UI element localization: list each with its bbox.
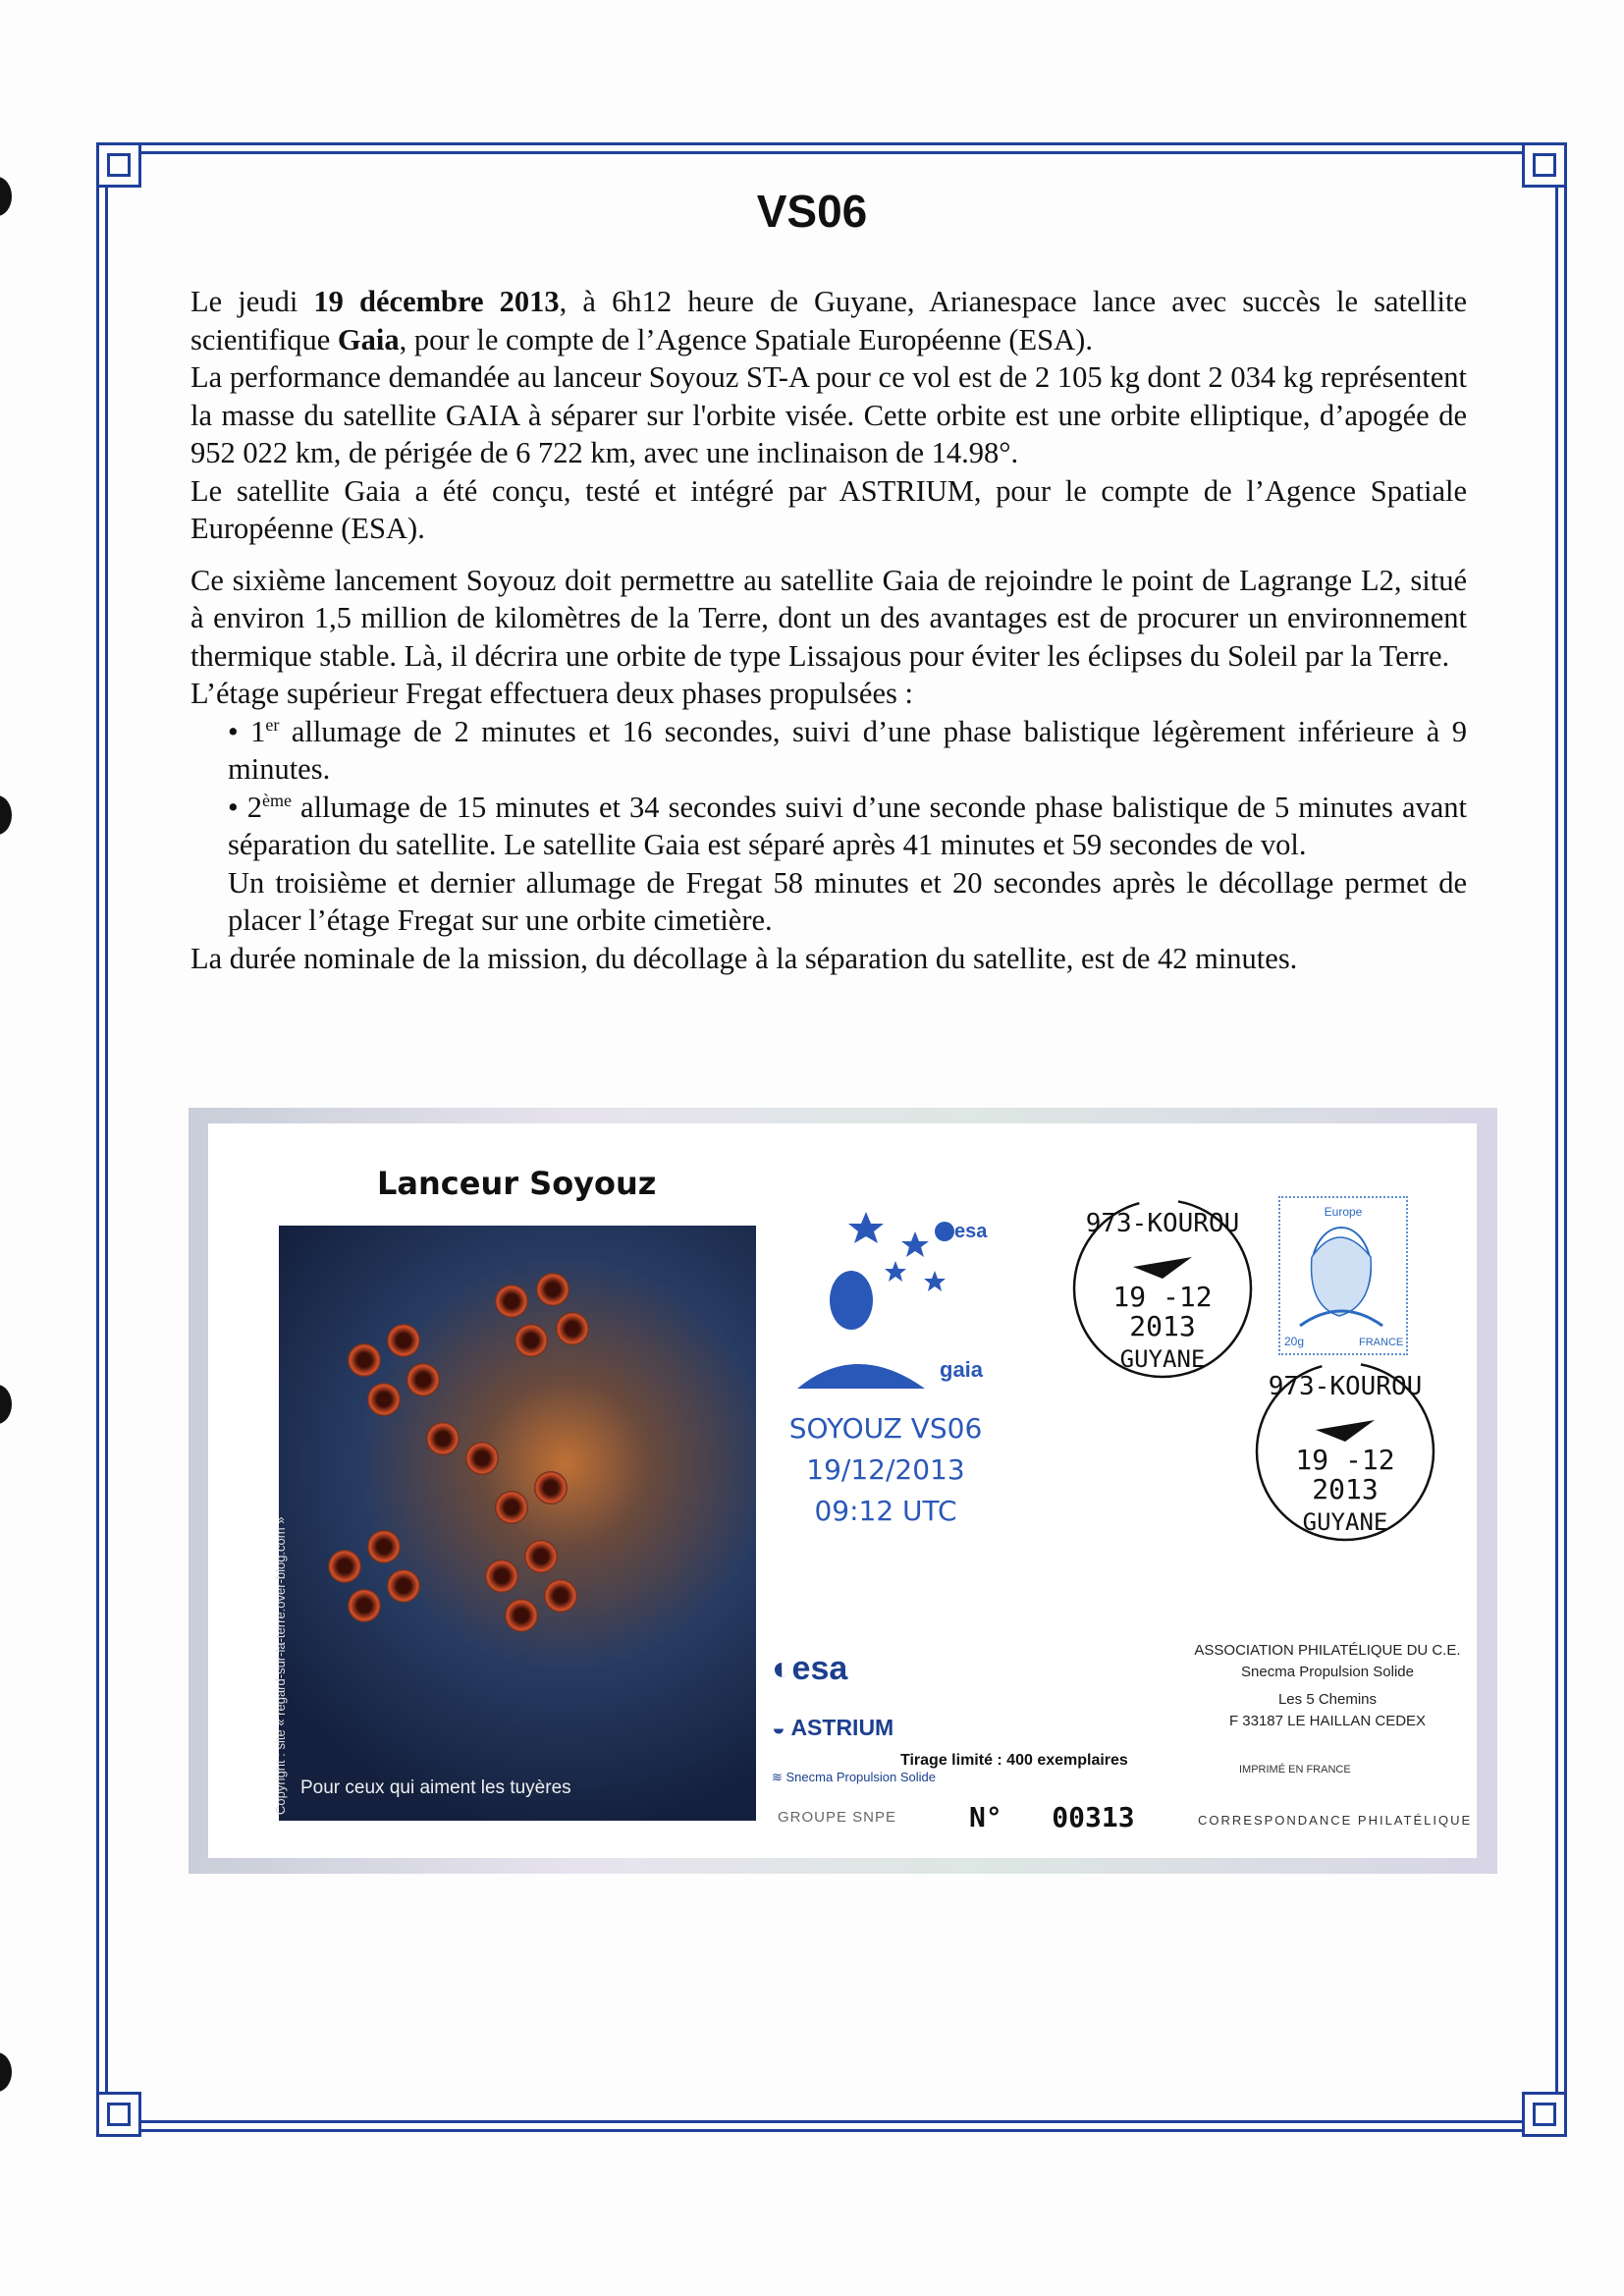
envelope <box>208 1123 1477 1858</box>
postmark <box>1237 1343 1453 1559</box>
svg-text:20g: 20g <box>1284 1335 1305 1348</box>
border-corner <box>96 142 141 188</box>
svg-text:973-KOUROU: 973-KOUROU <box>1268 1372 1423 1401</box>
svg-text:GUYANE: GUYANE <box>1302 1508 1388 1536</box>
paragraph: La performance demandée au lanceur Soyouz ST-A pour ce vol est de 2 105 kg dont 2 034 kg représentent la masse du satellite GAIA à séparer sur l'orbite visée. Cette orbite est une orbite elliptique, d’apogée de 952 022 km, de périgée de 6 722 km, avec une inclinaison de 14.98°. <box>190 360 1467 469</box>
border-corner <box>1522 142 1567 188</box>
photo-caption: Pour ceux qui aiment les tuyères <box>300 1777 571 1798</box>
bullet-item: • 1er allumage de 2 minutes et 16 secondes, suivi d’une phase balistique légèrement inférieure à 9 minutes. <box>228 714 1467 786</box>
svg-text:FRANCE: FRANCE <box>1359 1337 1404 1348</box>
binder-hole <box>0 1385 12 1424</box>
marianne-stamp <box>1278 1196 1408 1355</box>
launch-time: 09:12 UTC <box>814 1495 957 1527</box>
cachet-esa-text: esa <box>954 1221 988 1242</box>
binder-hole <box>0 2052 12 2092</box>
svg-text:19 -12: 19 -12 <box>1295 1444 1395 1476</box>
paragraph: Ce sixième lancement Soyouz doit permettre au satellite Gaia de rejoindre le point de Lagrange L2, situé à environ 1,5 million de kilomètres de la Terre, dont un des avantages est de procurer un environnement thermique stable. Là, il décrira une orbite de type Lissajous pour éviter les éclipses du Soleil par la Terre. <box>190 563 1467 673</box>
svg-text:2013: 2013 <box>1129 1310 1196 1342</box>
snecma-logo: ≋ Snecma Propulsion Solide <box>772 1770 936 1784</box>
gaia-cachet <box>797 1192 994 1398</box>
svg-text:GUYANE: GUYANE <box>1119 1345 1206 1373</box>
cover-heading: Lanceur Soyouz <box>377 1165 657 1202</box>
soyuz-photo <box>273 1226 756 1821</box>
bullet-item: • 2ème allumage de 15 minutes et 34 secondes suivi d’une seconde phase balistique de 5 minutes avant séparation du satellite. Le satellite Gaia est séparé après 41 minutes et 59 secondes de vol. <box>228 790 1467 861</box>
launch-vehicle: SOYOUZ VS06 <box>788 1412 983 1445</box>
binder-hole <box>0 795 12 835</box>
paragraph: Le jeudi 19 décembre 2013, à 6h12 heure de Guyane, Arianespace lance avec succès le satellite scientifique Gaia, pour le compte de l’Agence Spatiale Européenne (ESA). <box>190 285 1467 356</box>
border-corner <box>96 2092 141 2137</box>
page-title: VS06 <box>756 186 868 237</box>
mission-text <box>190 283 1467 977</box>
snpe-logo: GROUPE SNPE <box>778 1809 897 1826</box>
association-address: ASSOCIATION PHILATÉLIQUE DU C.E. Snecma Propulsion Solide Les 5 Chemins F 33187 LE HAILLAN CEDEX <box>1194 1642 1461 1729</box>
launch-info <box>763 1408 1008 1532</box>
correspondance-label: CORRESPONDANCE PHILATÉLIQUE <box>1198 1813 1473 1828</box>
paragraph: Le satellite Gaia a été conçu, testé et intégré par ASTRIUM, pour le compte de l’Agence Spatiale Européenne (ESA). <box>190 473 1467 545</box>
svg-text:19 -12: 19 -12 <box>1112 1281 1213 1313</box>
paragraph: L’étage supérieur Fregat effectuera deux phases propulsées : <box>190 677 913 710</box>
astrium-logo: ◒ ASTRIUM <box>772 1715 894 1740</box>
commemorative-cover <box>189 1108 1497 1874</box>
paragraph: La durée nominale de la mission, du décollage à la séparation du satellite, est de 42 minutes. <box>190 941 1298 975</box>
border-corner <box>1522 2092 1567 2137</box>
esa-logo: ◐esa <box>772 1650 848 1687</box>
photo-copyright: Copyright : site « regard-sur-la-terre.over-blog.com » <box>273 1516 288 1815</box>
svg-text:973-KOUROU: 973-KOUROU <box>1085 1209 1240 1238</box>
cachet-gaia-text: gaia <box>940 1357 984 1382</box>
limited-edition-note: Tirage limité : 400 exemplaires <box>900 1752 1128 1769</box>
launch-date: 19/12/2013 <box>806 1453 965 1486</box>
printed-in-france: IMPRIMÉ EN FRANCE <box>1239 1764 1351 1776</box>
serial-number: N° 00313 <box>969 1801 1135 1833</box>
svg-text:Europe: Europe <box>1324 1205 1363 1219</box>
paragraph: Un troisième et dernier allumage de Fregat 58 minutes et 20 secondes après le décollage permet de placer l’étage Fregat sur une orbite cimetière. <box>228 865 1467 937</box>
svg-text:2013: 2013 <box>1312 1473 1379 1505</box>
